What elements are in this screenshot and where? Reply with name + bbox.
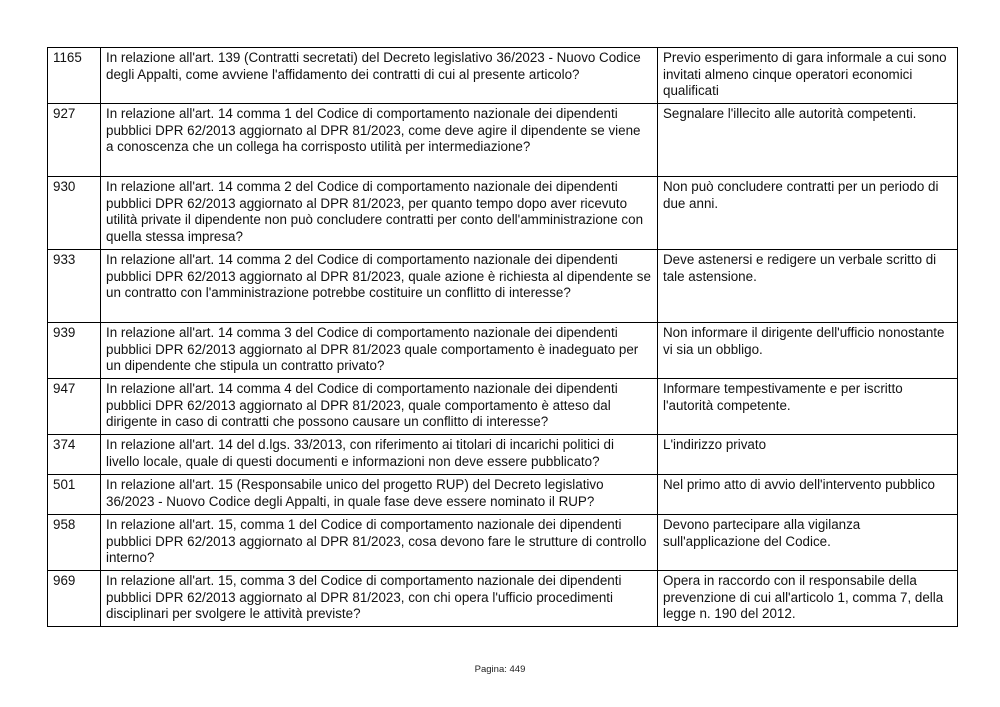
question-id-cell: 958 xyxy=(48,515,101,571)
table-row xyxy=(48,379,958,435)
answer-text-cell: Previo esperimento di gara informale a cui sono invitati almeno cinque operatori economici qualificati xyxy=(658,48,958,104)
table-row xyxy=(48,250,958,323)
question-id-cell: 947 xyxy=(48,379,101,435)
question-text-cell: In relazione all'art. 14 comma 3 del Codice di comportamento nazionale dei dipendenti pubblici DPR 62/2013 aggiornato al DPR 81/2023 quale comportamento è inadeguato per un dipendente che stipula un contratto privato? xyxy=(101,323,658,379)
page-number: Pagina: 449 xyxy=(474,664,526,675)
answer-text-cell: Devono partecipare alla vigilanza sull'applicazione del Codice. xyxy=(658,515,958,571)
question-text-cell: In relazione all'art. 15 (Responsabile unico del progetto RUP) del Decreto legislativo 36/2023 - Nuovo Codice degli Appalti, in quale fase deve essere nominato il RUP? xyxy=(101,475,658,515)
table-row xyxy=(48,515,958,571)
answer-text-cell: L'indirizzo privato xyxy=(658,435,958,475)
question-id-cell: 930 xyxy=(48,177,101,250)
question-id-cell: 927 xyxy=(48,104,101,177)
table-row xyxy=(48,104,958,177)
question-answer-table xyxy=(47,47,958,627)
question-id-cell: 969 xyxy=(48,571,101,627)
answer-text-cell: Non informare il dirigente dell'ufficio nonostante vi sia un obbligo. xyxy=(658,323,958,379)
question-text-cell: In relazione all'art. 14 comma 2 del Codice di comportamento nazionale dei dipendenti pubblici DPR 62/2013 aggiornato al DPR 81/2023, per quanto tempo dopo aver ricevuto utilità private il dipendente non può concludere contratti per conto dell'amministrazione con quella stessa impresa? xyxy=(101,177,658,250)
question-text-cell: In relazione all'art. 14 del d.lgs. 33/2013, con riferimento ai titolari di incarichi politici di livello locale, quale di questi documenti e informazioni non deve essere pubblicato? xyxy=(101,435,658,475)
answer-text-cell: Opera in raccordo con il responsabile della prevenzione di cui all'articolo 1, comma 7, della legge n. 190 del 2012. xyxy=(658,571,958,627)
table-row xyxy=(48,475,958,515)
question-id-cell: 1165 xyxy=(48,48,101,104)
question-text-cell: In relazione all'art. 15, comma 1 del Codice di comportamento nazionale dei dipendenti pubblici DPR 62/2013 aggiornato al DPR 81/2023, cosa devono fare le strutture di controllo interno? xyxy=(101,515,658,571)
question-text-cell: In relazione all'art. 15, comma 3 del Codice di comportamento nazionale dei dipendenti pubblici DPR 62/2013 aggiornato al DPR 81/2023, con chi opera l'ufficio procedimenti disciplinari per svolgere le attività previste? xyxy=(101,571,658,627)
question-text-cell: In relazione all'art. 139 (Contratti secretati) del Decreto legislativo 36/2023 - Nuovo Codice degli Appalti, come avviene l'affidamento dei contratti di cui al presente articolo? xyxy=(101,48,658,104)
table-row xyxy=(48,177,958,250)
answer-text-cell: Deve astenersi e redigere un verbale scritto di tale astensione. xyxy=(658,250,958,323)
table-row xyxy=(48,48,958,104)
question-id-cell: 374 xyxy=(48,435,101,475)
question-text-cell: In relazione all'art. 14 comma 4 del Codice di comportamento nazionale dei dipendenti pubblici DPR 62/2013 aggiornato al DPR 81/2023, quale comportamento è atteso dal dirigente in caso di contratti che possono causare un conflitto di interesse? xyxy=(101,379,658,435)
table-row xyxy=(48,571,958,627)
answer-text-cell: Segnalare l'illecito alle autorità competenti. xyxy=(658,104,958,177)
question-id-cell: 933 xyxy=(48,250,101,323)
table-row xyxy=(48,435,958,475)
question-id-cell: 939 xyxy=(48,323,101,379)
table-row xyxy=(48,323,958,379)
question-id-cell: 501 xyxy=(48,475,101,515)
answer-text-cell: Informare tempestivamente e per iscritto l'autorità competente. xyxy=(658,379,958,435)
answer-text-cell: Non può concludere contratti per un periodo di due anni. xyxy=(658,177,958,250)
answer-text-cell: Nel primo atto di avvio dell'intervento pubblico xyxy=(658,475,958,515)
question-text-cell: In relazione all'art. 14 comma 1 del Codice di comportamento nazionale dei dipendenti pubblici DPR 62/2013 aggiornato al DPR 81/2023, come deve agire il dipendente se viene a conoscenza che un collega ha corrisposto utilità per intermediazione? xyxy=(101,104,658,177)
question-text-cell: In relazione all'art. 14 comma 2 del Codice di comportamento nazionale dei dipendenti pubblici DPR 62/2013 aggiornato al DPR 81/2023, quale azione è richiesta al dipendente se un contratto con l'amministrazione potrebbe costituire un conflitto di interesse? xyxy=(101,250,658,323)
